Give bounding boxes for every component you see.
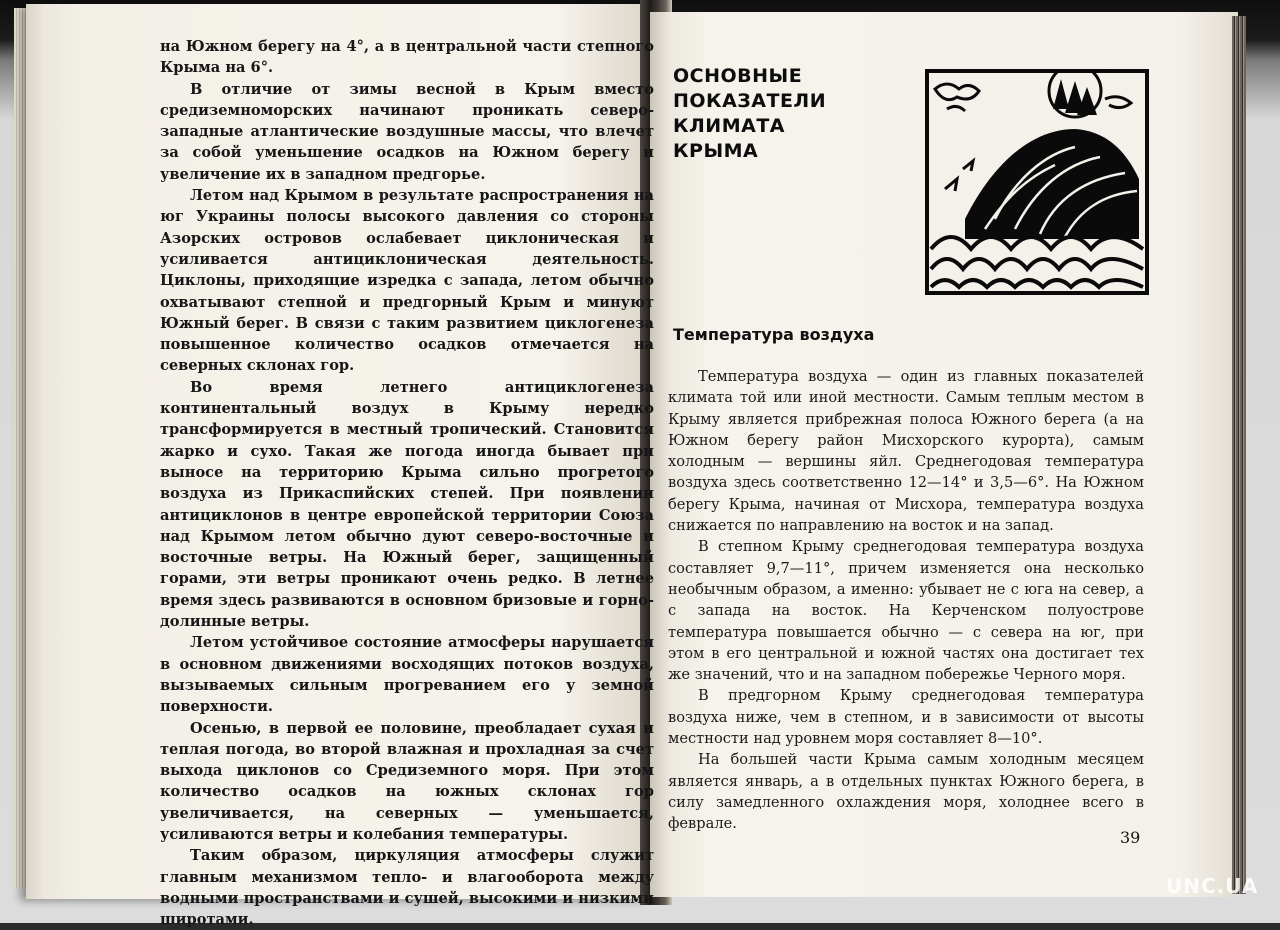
paragraph: Летом над Крымом в результате распространения на юг Украины полосы высокого давления со стороны Азорских островов ослабевает циклоническая и усиливается антициклоническая деятельность. Циклоны, приходящие изредка с запада, летом обычно охватывают степной и предгорный Крым и минуют Южный берег. В связи с таким развитием циклогенеза повышенное количество осадков отмечается на северных склонах гор.: [160, 187, 654, 375]
coastal-landscape-illustration: [925, 69, 1149, 295]
chapter-title-line: ОСНОВНЫЕ: [673, 65, 803, 87]
chapter-title: [673, 64, 913, 164]
left-page-text: [160, 36, 654, 930]
right-page-text: [668, 366, 1144, 835]
paragraph: на Южном берегу на 4°, а в центральной части степного Крыма на 6°.: [160, 38, 654, 77]
chapter-title-line: ПОКАЗАТЕЛИ: [673, 90, 827, 112]
paragraph: Во время летнего антициклогенеза континентальный воздух в Крыму нередко трансформируется в местный тропический. Становится жарко и сухо. Такая же погода иногда бывает при выносе на территорию Крыма сильно прогретого воздуха из Прикаспийских степей. При появлении антициклонов в центре европейской территории Союза над Крымом летом обычно дуют северо-восточные и восточные ветры. На Южный берег, защищенный горами, эти ветры проникают очень редко. В летнее время здесь развиваются в основном бризовые и горно-долинные ветры.: [160, 378, 654, 631]
paragraph: Таким образом, циркуляция атмосферы служит главным механизмом тепло- и влагооборота между водными пространствами и сушей, высокими и низкими широтами.: [160, 847, 654, 929]
chapter-title-line: КРЫМА: [673, 140, 759, 162]
right-page-edges: [1232, 16, 1246, 894]
watermark-text: UNC.UA: [1166, 874, 1259, 898]
paragraph: Летом устойчивое состояние атмосферы нарушается в основном движениями восходящих потоков воздуха, вызываемых сильным прогреванием его у земной поверхности.: [160, 634, 654, 716]
paragraph: На большей части Крыма самым холодным месяцем является январь, а в отдельных пунктах Южного берега, в силу замедленного охлаждения моря, холоднее всего в феврале.: [668, 751, 1144, 833]
paragraph: В предгорном Крыму среднегодовая температура воздуха ниже, чем в степном, и в зависимости от высоты местности над уровнем моря составляет 8—10°.: [668, 687, 1144, 748]
paragraph: В отличие от зимы весной в Крым вместо средиземноморских начинают проникать северо-западные атлантические воздушные массы, что влечет за собой уменьшение осадков на Южном берегу и увеличение их в западном предгорье.: [160, 80, 654, 183]
watermark-logo: [1166, 874, 1258, 898]
chapter-title-line: КЛИМАТА: [673, 115, 785, 137]
section-heading: Температура воздуха: [673, 325, 875, 344]
paragraph: В степном Крыму среднегодовая температура воздуха составляет 9,7—11°, причем изменяется она несколько необычным образом, а именно: убывает не с юга на север, а с запада на восток. На Керченском полуострове температура повышается обычно — с севера на юг, при этом в его центральной и южной частях она достигает тех же значений, что и на западном побережье Черного моря.: [668, 538, 1144, 684]
paragraph: Температура воздуха — один из главных показателей климата той или иной местности. Самым теплым местом в Крыму является прибрежная полоса Южного берега (а на Южном берегу район Мисхорского курорта), самым холодным — вершины яйл. Среднегодовая температура воздуха здесь соответственно 12—14° и 3,5—6°. На Южном берегу Крыма, начиная от Мисхора, температура воздуха снижается по направлению на восток и на запад.: [668, 368, 1144, 535]
page-number: 39: [1120, 828, 1141, 847]
paragraph: Осенью, в первой ее половине, преобладает сухая и теплая погода, во второй влажная и прохладная за счет выхода циклонов со Средиземного моря. При этом количество осадков на южных склонах гор увеличивается, на северных — уменьшается, усиливаются ветры и колебания температуры.: [160, 719, 654, 843]
